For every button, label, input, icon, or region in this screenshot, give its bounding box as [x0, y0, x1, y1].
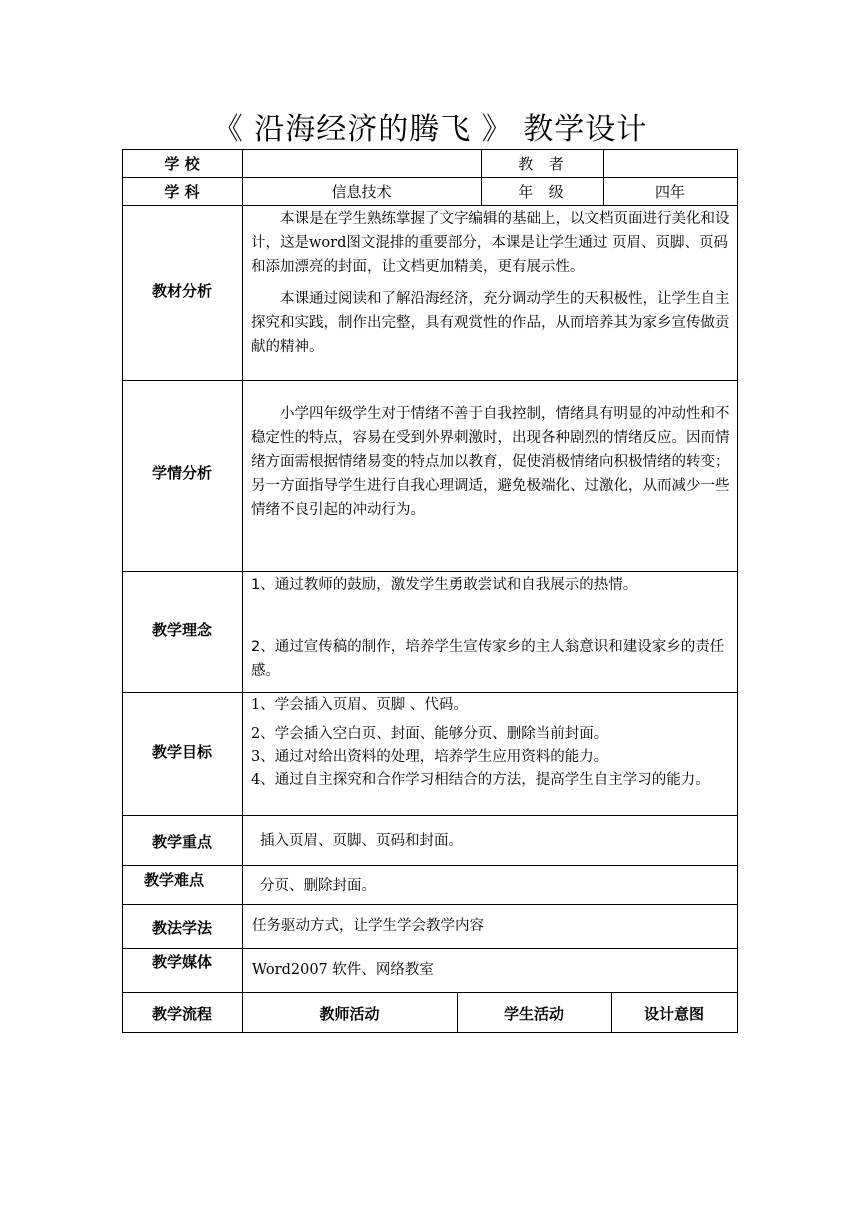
learner-paragraph: 小学四年级学生对于情绪不善于自我控制，情绪具有明显的冲动性和不稳定性的特点，容易在受到外界刺激时，出现各种剧烈的情绪反应。因而情绪方面需根据情绪易变的特点加以教育，促使消极情绪向积极情绪的转变；另一方面指导学生进行自我心理调适，避免极端化、过激化，从而减少一些情绪不良引起的冲动行为。: [251, 406, 730, 518]
label-teaching-concept: 教学理念: [151, 621, 212, 639]
difficulty-value: 分页、删除封面。: [260, 878, 376, 894]
label-teacher: 教 者: [518, 155, 566, 173]
goal-item-3: 3、通过对给出资料的处理，培养学生应用资料的能力。: [251, 749, 609, 765]
material-paragraph-1: 本课是在学生熟练掌握了文字编辑的基础上，以文档页面进行美化和设计，这是word图文混排的重要部分，本课是让学生通过 页眉、页脚、页码和添加漂亮的封面，让文档更加精美，更有展示性。: [251, 211, 730, 275]
label-method: 教法学法: [151, 919, 212, 937]
goal-item-4: 4、通过自主探究和合作学习相结合的方法，提高学生自主学习的能力。: [251, 772, 710, 788]
grade-value: 四年: [654, 183, 685, 201]
concept-item-2: 2、通过宣传稿的制作，培养学生宣传家乡的主人翁意识和建设家乡的责任感。: [251, 639, 725, 679]
teaching-concept-text: [251, 573, 731, 683]
label-school: 学 校: [164, 155, 200, 173]
media-value: Word2007 软件、网络教室: [252, 962, 434, 978]
label-material-analysis: 教材分析: [151, 282, 212, 300]
goal-item-2: 2、学会插入空白页、封面、能够分页、删除当前封面。: [251, 726, 609, 742]
teaching-goals-text: [251, 694, 731, 792]
learner-analysis-text: [251, 402, 731, 522]
goal-item-1: 1、学会插入页眉、页脚 、代码。: [251, 697, 468, 713]
label-subject: 学 科: [164, 183, 200, 201]
subject-value: 信息技术: [331, 183, 392, 201]
label-learner-analysis: 学情分析: [151, 464, 212, 482]
material-analysis-text: [251, 207, 731, 359]
label-key-point: 教学重点: [151, 833, 212, 851]
flow-student-activity: 学生活动: [503, 1005, 564, 1023]
key-point-value: 插入页眉、页脚、页码和封面。: [260, 833, 463, 849]
concept-item-1: 1、通过教师的鼓励，激发学生勇敢尝试和自我展示的热情。: [251, 577, 638, 593]
label-difficulty: 教学难点: [143, 871, 204, 889]
material-paragraph-2: 本课通过阅读和了解沿海经济，充分调动学生的天积极性，让学生自主探究和实践，制作出完整，具有观赏性的作品，从而培养其为家乡宣传做贡献的精神。: [251, 291, 730, 355]
flow-design-intent: 设计意图: [643, 1005, 704, 1023]
label-teaching-goals: 教学目标: [151, 743, 212, 761]
label-flow: 教学流程: [151, 1005, 212, 1023]
method-value: 任务驱动方式，让学生学会教学内容: [252, 918, 484, 934]
label-media: 教学媒体: [151, 953, 212, 971]
flow-teacher-activity: 教师活动: [319, 1005, 380, 1023]
label-grade: 年 级: [518, 183, 566, 201]
document-title: 《 沿海经济的腾飞 》 教学设计: [212, 112, 648, 147]
